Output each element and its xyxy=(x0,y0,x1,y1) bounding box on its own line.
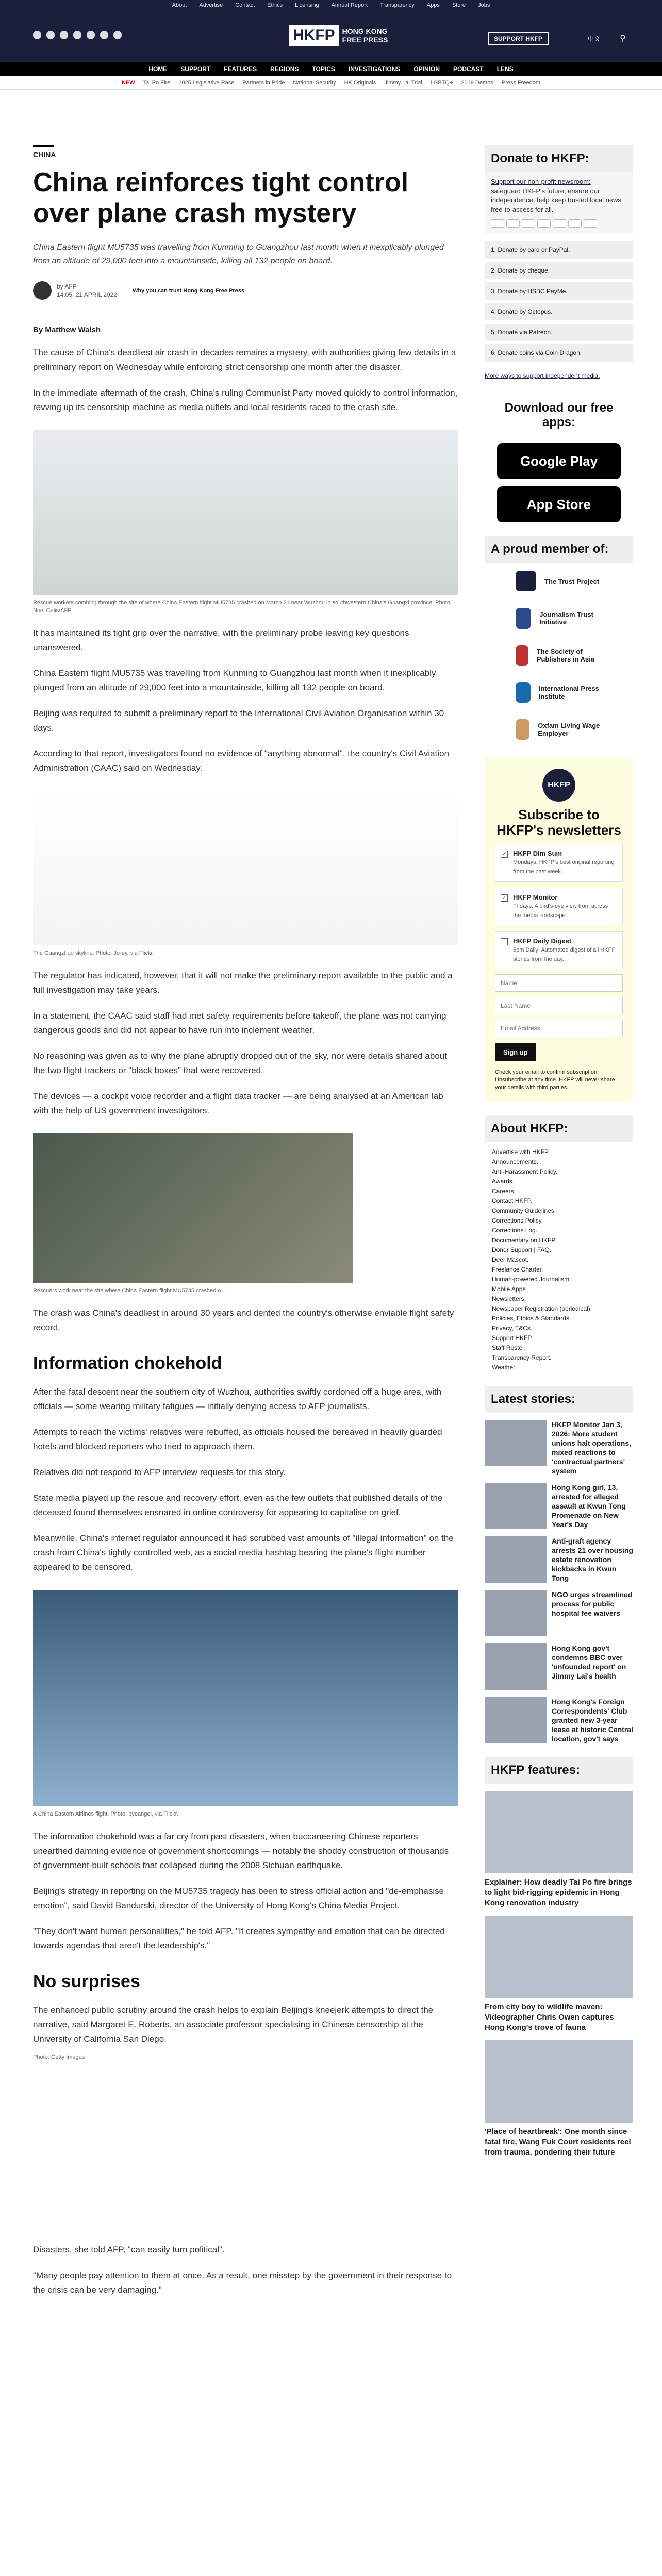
member-logo-icon xyxy=(516,645,528,666)
name-input[interactable] xyxy=(495,974,623,992)
publish-date: 14:05, 21 APRIL 2022 xyxy=(57,291,117,298)
main-header xyxy=(0,10,662,62)
topbar-link[interactable]: Annual Report xyxy=(331,2,368,8)
story-headline[interactable]: Hong Kong gov't condemns BBC over 'unfounded report' on Jimmy Lai's health xyxy=(552,1644,626,1680)
figure xyxy=(33,1133,353,1295)
checkbox-icon[interactable] xyxy=(501,938,508,945)
member-item[interactable] xyxy=(485,674,633,711)
latest-story[interactable] xyxy=(485,1697,633,1743)
figure xyxy=(33,430,458,615)
embedded-media-placeholder xyxy=(33,2061,458,2231)
donate-option[interactable]: 5. Donate via Patreon. xyxy=(485,324,633,344)
trending-link[interactable]: LGBTQ+ xyxy=(430,79,453,86)
article-title: China reinforces tight control over plane crash mystery xyxy=(33,167,409,228)
email-input[interactable] xyxy=(495,1020,623,1037)
member-item[interactable] xyxy=(485,637,633,674)
top-utility-bar xyxy=(0,0,662,10)
logo-line-2: FREE PRESS xyxy=(342,36,388,44)
paragraph: Beijing was required to submit a preliminary report to the International Civil Aviation Organisation within 30 days. xyxy=(33,708,444,733)
nav-item[interactable]: OPINION xyxy=(413,65,440,73)
about-link[interactable]: Deer Mascot. xyxy=(492,1256,529,1263)
figure xyxy=(33,1590,458,1818)
signup-button[interactable]: Sign up xyxy=(495,1043,536,1061)
instagram-icon[interactable] xyxy=(60,31,68,39)
trending-link[interactable]: HK Originals xyxy=(344,79,376,86)
byline xyxy=(33,281,458,300)
story-thumbnail xyxy=(485,1536,547,1583)
figure-caption: Rescue workers combing through the site of where China Eastern flight MU5735 crashed on March 21 near Wuzhou in southwestern China's Guangxi province. Photo: Noel Celis/AFP. xyxy=(33,600,452,614)
newsletter-name: HKFP Monitor xyxy=(513,893,558,901)
about-link[interactable]: Awards. xyxy=(492,1178,515,1185)
nav-item[interactable]: PODCAST xyxy=(453,65,484,73)
story-headline[interactable]: Hong Kong's Foreign Correspondents' Club granted new 3-year lease at historic Central location, gov't says xyxy=(552,1698,633,1743)
latest-story[interactable] xyxy=(485,1536,633,1583)
figure-caption: Rescuers work near the site where China Eastern flight MU5735 crashed o... xyxy=(33,1287,226,1294)
author-avatar xyxy=(33,281,52,300)
topbar-link[interactable]: Advertise xyxy=(199,2,223,8)
donate-widget xyxy=(485,145,633,379)
article-category[interactable]: CHINA xyxy=(33,145,54,159)
latest-story[interactable] xyxy=(485,1420,633,1476)
last-name-input[interactable] xyxy=(495,997,623,1014)
member-name: Journalism Trust Initiative xyxy=(539,611,593,626)
newsletter-note: Check your email to confirm subscription. Unsubscribe at any time. HKFP will never share your details with third parties. xyxy=(495,1069,615,1091)
byline-meta xyxy=(57,282,117,299)
story-headline[interactable]: Anti-graft agency arrests 21 over housing estate renovation kickbacks in Kwun Tong xyxy=(552,1537,633,1582)
checkbox-icon[interactable]: ✓ xyxy=(501,894,508,902)
trending-link[interactable]: 2025 Legislative Race xyxy=(178,79,235,86)
features-title: HKFP features: xyxy=(485,1757,633,1784)
paragraph: China Eastern flight MU5735 was travelling from Kunming to Guangzhou last month when it inexplicably plunged from an altitude of 29,000 feet into a mountainside, killing all 132 people on board. xyxy=(33,668,436,692)
figure-caption: The Guangzhou skyline. Photo: Jo-ey, via Flickr. xyxy=(33,950,154,956)
member-item[interactable] xyxy=(485,711,633,748)
donate-title: Donate to HKFP: xyxy=(485,145,633,172)
figure-caption: A China Eastern Airlines flight. Photo: byeangel, via Flickr. xyxy=(33,1811,178,1817)
mastercard-icon xyxy=(506,219,520,228)
linkedin-icon[interactable] xyxy=(100,31,108,39)
trending-link[interactable]: Tai Po Fire xyxy=(143,79,171,86)
member-logo-icon xyxy=(516,682,531,703)
paragraph: Relatives did not respond to AFP interview requests for this story. xyxy=(33,1467,286,1477)
newsletter-desc: Fridays: A bird's-eye view from across the media landscape. xyxy=(513,903,608,919)
member-name: International Press Institute xyxy=(538,685,599,700)
paragraph: In the immediate aftermath of the crash, China's ruling Communist Party moved quickly to control information, revving up its censorship machine as media outlets and local residents raced to the crash site. xyxy=(33,388,458,412)
trending-bar xyxy=(0,76,662,90)
trending-link[interactable]: Press Freedom xyxy=(501,79,540,86)
feature-headline[interactable]: Explainer: How deadly Tai Po fire brings to light bid-rigging epidemic in Hong Kong renovation industry xyxy=(485,1878,632,1907)
unionpay-icon xyxy=(584,219,597,228)
facebook-icon[interactable] xyxy=(33,31,41,39)
about-link[interactable]: Corrections Policy. xyxy=(492,1217,543,1224)
story-thumbnail xyxy=(485,1643,547,1690)
member-item[interactable] xyxy=(485,600,633,637)
newsletter-title: Subscribe to HKFP's newsletters xyxy=(496,807,621,838)
about-link[interactable]: Human-powered Journalism. xyxy=(492,1276,571,1283)
rss-icon[interactable] xyxy=(113,31,122,39)
support-hkfp-button[interactable]: SUPPORT HKFP xyxy=(488,32,549,45)
about-link[interactable]: Community Guidelines. xyxy=(492,1207,556,1214)
newsletter-option[interactable] xyxy=(495,931,623,969)
topbar-link[interactable]: Transparency xyxy=(379,2,415,8)
nav-item[interactable]: FEATURES xyxy=(224,65,257,73)
latest-title: Latest stories: xyxy=(485,1386,633,1413)
feature-image[interactable] xyxy=(485,1791,633,1873)
paragraph: The information chokehold was a far cry from past disasters, when buccaneering Chinese reporters unearthed damning evidence of government shortcomings — notably the shoddy construction of thousands of government-built schools that collapsed during the 2008 Sichuan earthquake. xyxy=(33,1832,449,1870)
story-thumbnail xyxy=(485,1483,547,1529)
story-thumbnail xyxy=(485,1697,547,1743)
story-headline[interactable]: Hong Kong girl, 13, arrested for alleged assault at Kwun Tong Promenade on New Year's Day xyxy=(552,1483,626,1529)
about-link[interactable]: Careers. xyxy=(492,1188,516,1195)
feature-headline[interactable]: 'Place of heartbreak': One month since fatal fire, Wang Fuk Court residents reel from trauma, pondering their future xyxy=(485,2127,631,2157)
about-link[interactable]: Anti-Harassment Policy. xyxy=(492,1168,558,1175)
telegram-icon[interactable] xyxy=(87,31,95,39)
paypal-icon xyxy=(537,219,551,228)
nav-item[interactable]: REGIONS xyxy=(270,65,299,73)
member-name: The Trust Project xyxy=(544,577,600,585)
visa-icon xyxy=(491,219,504,228)
sidebar xyxy=(485,145,633,2158)
topbar-link[interactable]: Store xyxy=(452,2,466,8)
youtube-icon[interactable] xyxy=(73,31,81,39)
newsletter-logo: HKFP xyxy=(542,769,575,802)
paragraph: No reasoning was given as to why the plane abruptly dropped out of the sky, nor were details shared about the two flight trackers or "black boxes" that were recovered. xyxy=(33,1051,447,1075)
paragraph: The enhanced public scrutiny around the crash helps to explain Beijing's kneejerk attempts to direct the narrative, said Margaret E. Roberts, an associate professor specialising in Chinese censorship at the University of California San Diego. xyxy=(33,2005,434,2044)
donate-option[interactable]: 4. Donate by Octopus. xyxy=(485,303,633,324)
latest-list xyxy=(485,1420,633,1743)
paragraph: Disasters, she told AFP, "can easily turn political". xyxy=(33,2245,225,2255)
main-nav xyxy=(0,62,662,76)
story-thumbnail xyxy=(485,1420,547,1466)
member-list xyxy=(485,563,633,748)
about-link[interactable]: Newspaper Registration (periodical). xyxy=(492,1305,592,1312)
feature-image[interactable] xyxy=(485,2040,633,2123)
logo-text xyxy=(342,27,388,44)
about-list xyxy=(485,1147,633,1372)
paragraph: Beijing's strategy in reporting on the MU5735 tragedy has been to stress official action and "de-emphasise emotion", said David Bandurski, director of the University of Hong Kong's China Media Project. xyxy=(33,1886,444,1910)
about-link[interactable]: Corrections Log. xyxy=(492,1227,538,1234)
trending-link[interactable]: National Security xyxy=(293,79,336,86)
about-link[interactable]: Transparency Report. xyxy=(492,1354,552,1361)
member-logo-icon xyxy=(516,571,536,591)
latest-story[interactable] xyxy=(485,1643,633,1690)
topbar-link[interactable]: Apps xyxy=(426,2,440,8)
paragraph: In a statement, the CAAC said staff had met safety requirements before takeoff, the plane was not carrying dangerous goods and did not appear to have run into inclement weather. xyxy=(33,1011,446,1035)
section-heading: No surprises xyxy=(33,1972,140,1991)
skyline-photo xyxy=(33,791,458,945)
app-store-button[interactable]: App Store xyxy=(497,486,621,522)
topbar-link[interactable]: Contact xyxy=(235,2,255,8)
paragraph: Meanwhile, China's internet regulator announced it had scrubbed vast amounts of "illegal information" on the crash from China's tightly controlled web, as a social media hashtag bearing the plane's flight number appeared to be censored. xyxy=(33,1533,454,1572)
about-link[interactable]: Privacy, T&Cs. xyxy=(492,1325,533,1332)
story-thumbnail xyxy=(485,1590,547,1636)
paragraph: According to that report, investigators found no evidence of "anything abnormal", the country's Civil Aviation Administration (CAAC) said on Wednesday. xyxy=(33,749,449,773)
nav-item[interactable]: TOPICS xyxy=(312,65,335,73)
latest-story[interactable] xyxy=(485,1483,633,1529)
member-logo-icon xyxy=(516,608,531,629)
article-lede: China Eastern flight MU5735 was travelling from Kunming to Guangzhou last month when it inexplicably plunged from an altitude of 29,000 feet into a mountainside, killing all 132 people on board. xyxy=(33,243,444,265)
donate-option[interactable]: 3. Donate by HSBC PayMe. xyxy=(485,282,633,303)
trust-link[interactable]: Why you can trust Hong Kong Free Press xyxy=(132,287,244,294)
about-link[interactable]: Weather. xyxy=(492,1364,517,1371)
topbar-link[interactable]: Licensing xyxy=(295,2,319,8)
crash-site-photo xyxy=(33,430,458,595)
paragraph: Attempts to reach the victims' relatives were rebuffed, as officials housed the bereaved in heavily guarded hotels and blocked reporters who tried to approach them. xyxy=(33,1427,442,1451)
apps-title: Download our free apps: xyxy=(485,395,633,436)
story-headline[interactable]: NGO urges streamlined process for public hospital fee waivers xyxy=(552,1590,633,1617)
logo-mark: HKFP xyxy=(289,25,339,46)
paragraph: The devices — a cockpit voice recorder and a flight data tracker — are being analysed at an American lab with the help of US government investigators. xyxy=(33,1091,443,1115)
donate-link[interactable]: Support our non-profit newsroom: xyxy=(491,178,591,185)
more-ways-link[interactable]: More ways to support independent media. xyxy=(485,372,600,379)
paragraph: It has maintained its tight grip over the narrative, with the preliminary probe leaving key questions unanswered. xyxy=(33,628,409,652)
payment-icons xyxy=(491,219,627,228)
logo-line-1: HONG KONG xyxy=(342,27,388,36)
paragraph: "They don't want human personalities," he told AFP. "It creates sympathy and emotion that can be directed towards agendas that aren't the leadership's." xyxy=(33,1926,445,1951)
site-logo[interactable] xyxy=(289,25,388,46)
newsletter-option[interactable] xyxy=(495,844,623,882)
feature-headline[interactable]: From city boy to wildlife maven: Videographer Chris Owen captures Hong Kong's trove of fauna xyxy=(485,2003,614,2032)
member-logo-icon xyxy=(516,719,529,740)
nav-item[interactable]: INVESTIGATIONS xyxy=(348,65,401,73)
donate-option[interactable]: 6. Donate coins via Coin Dragon. xyxy=(485,344,633,365)
donate-option[interactable]: 1. Donate by card or PayPal. xyxy=(485,241,633,262)
topbar-link[interactable]: Jobs xyxy=(478,2,490,8)
newsletter-name: HKFP Dim Sum xyxy=(513,850,562,857)
trending-link[interactable]: Partners in Pride xyxy=(242,79,285,86)
paragraph: The crash was China's deadliest in around 30 years and dented the country's otherwise enviable flight safety record. xyxy=(33,1308,454,1332)
about-title: About HKFP: xyxy=(485,1115,633,1142)
donate-list xyxy=(485,241,633,365)
donate-text: safeguard HKFP's future, ensure our independence, help keep trusted local news free-to-access for all. xyxy=(491,187,621,213)
topbar-link[interactable]: About xyxy=(172,2,187,8)
about-link[interactable]: Policies, Ethics & Standards. xyxy=(492,1315,571,1322)
about-link[interactable]: Advertise with HKFP. xyxy=(492,1148,550,1156)
paragraph: The cause of China's deadliest air crash in decades remains a mystery, with authorities giving few details in a preliminary report on Wednesday while enforcing strict censorship one month after the disaster. xyxy=(33,348,456,372)
search-icon[interactable]: ⚲ xyxy=(620,34,626,43)
trending-link[interactable]: 2019 Demos xyxy=(461,79,493,86)
latest-story[interactable] xyxy=(485,1590,633,1636)
figure xyxy=(33,791,458,957)
rescuers-photo[interactable] xyxy=(33,1133,353,1283)
article xyxy=(33,145,458,2297)
about-link[interactable]: Freelance Charter. xyxy=(492,1266,543,1273)
paragraph: The regulator has indicated, however, that it will not make the preliminary report available to the public and a full investigation may take years. xyxy=(33,971,453,995)
googlepay-icon xyxy=(568,219,582,228)
new-label: NEW xyxy=(122,79,135,86)
story-headline[interactable]: HKFP Monitor Jan 3, 2026: More student unions halt operations, mixed reactions to 'contractual partners' system xyxy=(552,1420,632,1475)
about-link[interactable]: Support HKFP. xyxy=(492,1334,533,1342)
member-name: Oxfam Living Wage Employer xyxy=(538,722,600,737)
newsletter-option[interactable] xyxy=(495,888,623,925)
section-heading: Information chokehold xyxy=(33,1353,222,1373)
article-author: By Matthew Walsh xyxy=(33,326,101,334)
newsletter-desc: Mondays: HKFP's best original reporting from the past week. xyxy=(513,859,615,875)
newsletter-name: HKFP Daily Digest xyxy=(513,937,572,945)
social-icons xyxy=(33,31,122,39)
amex-icon xyxy=(522,219,535,228)
feature-image[interactable] xyxy=(485,1916,633,1998)
about-link[interactable]: Announcements. xyxy=(492,1158,539,1165)
byline-source[interactable]: by AFP xyxy=(57,283,77,290)
newsletter-desc: 5pm Daily: Automated digest of all HKFP stories from the day. xyxy=(513,947,616,962)
donate-intro xyxy=(485,172,633,233)
paragraph: State media played up the rescue and recovery effort, even as the few outlets that published details of the deceased found themselves ensnared in online controversy for appearing to capitalise on grief. xyxy=(33,1493,443,1517)
features-list xyxy=(485,1791,633,2158)
about-link[interactable]: Newsletters. xyxy=(492,1295,526,1302)
about-link[interactable]: Documentary on HKFP. xyxy=(492,1236,557,1244)
twitter-icon[interactable] xyxy=(46,31,55,39)
topbar-link[interactable]: Ethics xyxy=(267,2,283,8)
about-link[interactable]: Staff Roster. xyxy=(492,1344,526,1351)
nav-item[interactable]: HOME xyxy=(148,65,168,73)
nav-item[interactable]: LENS xyxy=(496,65,514,73)
member-item[interactable] xyxy=(485,563,633,600)
google-play-button[interactable]: Google Play xyxy=(497,443,621,479)
donate-option[interactable]: 2. Donate by cheque. xyxy=(485,262,633,282)
about-link[interactable]: Donor Support | FAQ. xyxy=(492,1246,552,1253)
newsletter-widget xyxy=(485,758,633,1102)
about-link[interactable]: Mobile Apps. xyxy=(492,1285,527,1293)
about-link[interactable]: Contact HKFP. xyxy=(492,1197,533,1205)
embed-caption: Photo: Getty Images xyxy=(33,2054,85,2060)
paragraph: After the fatal descent near the southern city of Wuzhou, authorities swiftly cordoned off a huge area, with officials — some wearing military fatigues — initially denying access to AFP journalists. xyxy=(33,1387,442,1411)
nav-item[interactable]: SUPPORT xyxy=(180,65,211,73)
member-name: The Society of Publishers in Asia xyxy=(536,648,595,663)
language-switch[interactable]: 中文 xyxy=(587,35,600,42)
trending-link[interactable]: Jimmy Lai Trial xyxy=(384,79,422,86)
applepay-icon xyxy=(553,219,566,228)
paragraph: "Many people pay attention to them at once. As a result, one misstep by the government in their response to the crisis can be very damaging." xyxy=(33,2270,452,2295)
newsletter-options xyxy=(495,844,623,969)
airliner-photo xyxy=(33,1590,458,1806)
checkbox-icon[interactable]: ✓ xyxy=(501,851,508,858)
member-title: A proud member of: xyxy=(485,536,633,563)
